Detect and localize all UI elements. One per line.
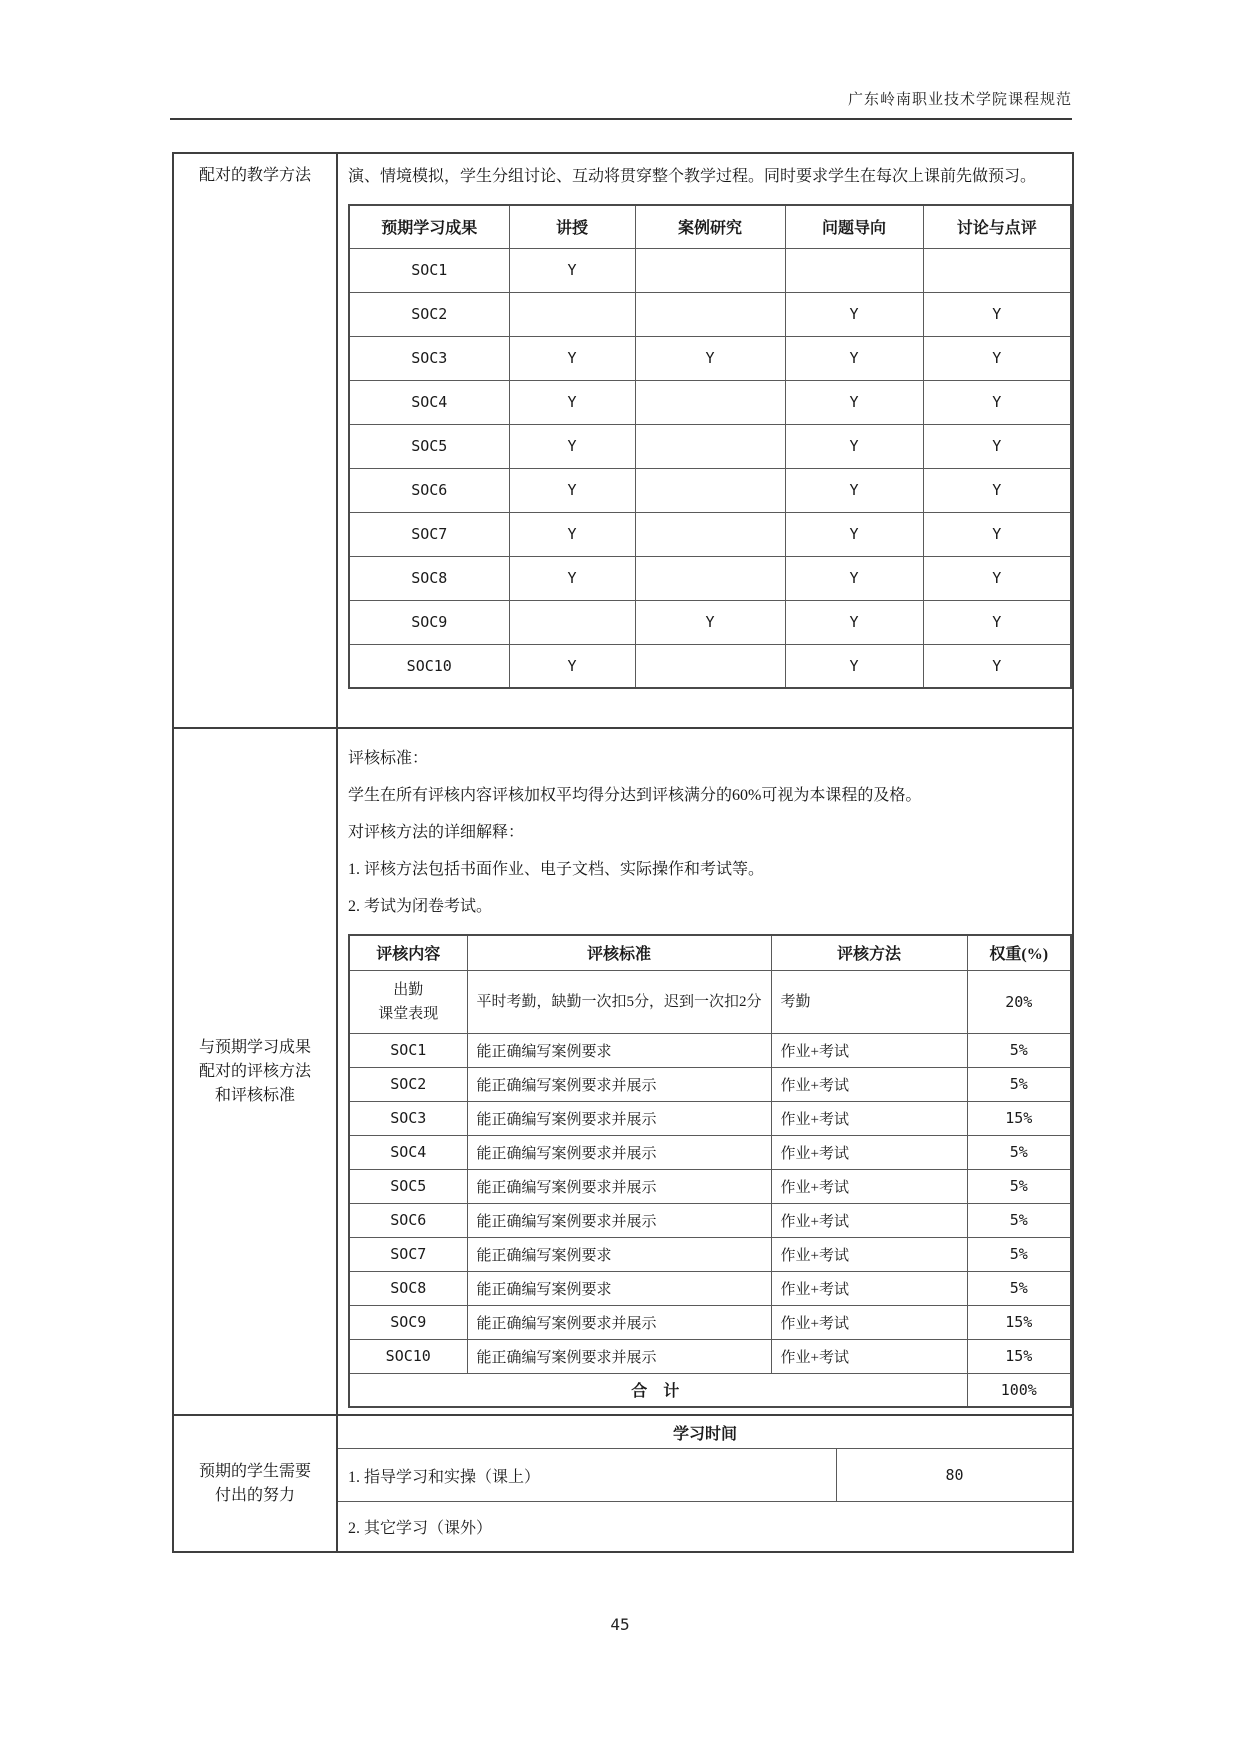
assessment-label-line: 和评核标准: [214, 1086, 295, 1104]
col-header-problem-oriented: 问题导向: [785, 205, 923, 248]
assessment-standard-cell: 能正确编写案例要求: [467, 1237, 771, 1271]
mark-cell: Y: [785, 424, 923, 468]
matrix-row: [349, 556, 1071, 600]
assessment-data-row: [349, 1305, 1071, 1339]
matrix-row: [349, 644, 1071, 688]
mark-cell: Y: [509, 336, 635, 380]
outcome-label: SOC10: [349, 644, 509, 688]
col-header-lecture: 讲授: [509, 205, 635, 248]
assessment-method-cell: 作业+考试: [771, 1067, 967, 1101]
assessment-method-cell: 作业+考试: [771, 1135, 967, 1169]
effort-label: [174, 1416, 338, 1551]
mark-cell: Y: [635, 600, 785, 644]
assessment-standard-cell: 能正确编写案例要求并展示: [467, 1067, 771, 1101]
outcome-label: SOC4: [349, 380, 509, 424]
document-header-title: 广东岭南职业技术学院课程规范: [847, 92, 1072, 108]
assessment-data-row: [349, 1339, 1071, 1373]
effort-label-line: 预期的学生需要: [198, 1462, 311, 1480]
attendance-label-line: 课堂表现: [378, 1005, 439, 1022]
teaching-methods-intro: 演、情境模拟，学生分组讨论、互动将贯穿整个教学过程。同时要求学生在每次上课前先做预习。: [348, 168, 1037, 185]
matrix-row: [349, 248, 1071, 292]
outcome-label: SOC8: [349, 556, 509, 600]
study-time-row: [338, 1502, 1072, 1551]
attendance-label-line: 出勤: [393, 981, 424, 998]
mark-cell: Y: [785, 468, 923, 512]
teaching-methods-content: [338, 154, 1072, 727]
assessment-method-cell: 作业+考试: [771, 1203, 967, 1237]
mark-cell: [635, 380, 785, 424]
mark-cell: Y: [509, 424, 635, 468]
mark-cell: Y: [785, 336, 923, 380]
mark-cell: [635, 424, 785, 468]
weight-cell: 5%: [967, 1169, 1071, 1203]
outcome-label: SOC7: [349, 512, 509, 556]
mark-cell: Y: [509, 556, 635, 600]
assessment-data-row: [349, 970, 1071, 1033]
weight-cell: 15%: [967, 1101, 1071, 1135]
assessment-data-row: [349, 1033, 1071, 1067]
mark-cell: Y: [923, 512, 1071, 556]
mark-cell: Y: [509, 644, 635, 688]
assessment-row: [174, 729, 1072, 1416]
mark-cell: [635, 292, 785, 336]
col-header-assessment-method: 评核方法: [771, 935, 967, 970]
assessment-note: 学生在所有评核内容评核加权平均得分达到评核满分的60%可视为本课程的及格。: [348, 787, 922, 804]
page-number: 45: [610, 1615, 630, 1634]
assessment-standard-cell: 能正确编写案例要求并展示: [467, 1169, 771, 1203]
mark-cell: Y: [785, 644, 923, 688]
outcome-label: SOC3: [349, 336, 509, 380]
assessment-method-cell: 作业+考试: [771, 1033, 967, 1067]
weight-cell: 5%: [967, 1237, 1071, 1271]
assessment-data-row: [349, 1203, 1071, 1237]
assessment-standard-cell: 能正确编写案例要求: [467, 1271, 771, 1305]
assessment-method-cell: 作业+考试: [771, 1271, 967, 1305]
assessment-label: [174, 729, 338, 1414]
weight-cell: 5%: [967, 1271, 1071, 1305]
assessment-method-cell: 考勤: [771, 970, 967, 1033]
mark-cell: Y: [785, 292, 923, 336]
matrix-header-row: [349, 205, 1071, 248]
mark-cell: [923, 248, 1071, 292]
effort-label-line: 付出的努力: [214, 1486, 295, 1504]
assessment-label-line: 与预期学习成果: [198, 1038, 311, 1056]
assessment-content-cell: SOC8: [349, 1271, 467, 1305]
weight-cell: 5%: [967, 1067, 1071, 1101]
study-time-table: [338, 1416, 1072, 1551]
mark-cell: [785, 248, 923, 292]
matrix-row: [349, 380, 1071, 424]
weight-cell: 5%: [967, 1135, 1071, 1169]
assessment-content-cell: SOC9: [349, 1305, 467, 1339]
mark-cell: Y: [923, 468, 1071, 512]
mark-cell: Y: [785, 380, 923, 424]
mark-cell: Y: [509, 468, 635, 512]
assessment-data-row: [349, 1271, 1071, 1305]
assessment-content-cell: [349, 970, 467, 1033]
mark-cell: Y: [509, 248, 635, 292]
assessment-table: [348, 934, 1072, 1408]
matrix-row: [349, 468, 1071, 512]
matrix-row: [349, 336, 1071, 380]
assessment-data-row: [349, 1101, 1071, 1135]
total-label: 合 计: [349, 1373, 967, 1407]
header-rule: [170, 118, 1072, 120]
mark-cell: Y: [923, 424, 1071, 468]
assessment-standard-cell: 能正确编写案例要求: [467, 1033, 771, 1067]
guided-study-hours: 80: [945, 1466, 964, 1484]
mark-cell: [635, 248, 785, 292]
assessment-content-cell: SOC4: [349, 1135, 467, 1169]
assessment-header-row: [349, 935, 1071, 970]
other-study-label: 2. 其它学习（课外）: [348, 1520, 493, 1537]
assessment-content-cell: SOC1: [349, 1033, 467, 1067]
effort-row: [174, 1416, 1072, 1551]
assessment-standard-cell: 能正确编写案例要求并展示: [467, 1135, 771, 1169]
assessment-content-cell: SOC10: [349, 1339, 467, 1373]
assessment-standard-cell: 能正确编写案例要求并展示: [467, 1203, 771, 1237]
mark-cell: Y: [509, 380, 635, 424]
outcomes-methods-matrix: [348, 204, 1072, 689]
outcome-label: SOC6: [349, 468, 509, 512]
assessment-standard-cell: 能正确编写案例要求并展示: [467, 1305, 771, 1339]
course-spec-table: [172, 152, 1074, 1553]
col-header-weight: 权重(%): [967, 935, 1071, 970]
assessment-content-cell: SOC7: [349, 1237, 467, 1271]
study-time-row: [338, 1449, 1072, 1502]
mark-cell: [635, 512, 785, 556]
mark-cell: [635, 556, 785, 600]
mark-cell: Y: [923, 336, 1071, 380]
teaching-methods-row: [174, 154, 1072, 729]
assessment-method-cell: 作业+考试: [771, 1339, 967, 1373]
mark-cell: Y: [785, 600, 923, 644]
assessment-note: 评核标准：: [348, 750, 429, 767]
assessment-content-cell: SOC2: [349, 1067, 467, 1101]
mark-cell: Y: [923, 600, 1071, 644]
weight-cell: 15%: [967, 1305, 1071, 1339]
assessment-note: 1. 评核方法包括书面作业、电子文档、实际操作和考试等。: [348, 861, 765, 878]
mark-cell: [635, 468, 785, 512]
mark-cell: Y: [635, 336, 785, 380]
outcome-label: SOC1: [349, 248, 509, 292]
matrix-row: [349, 424, 1071, 468]
col-header-discussion: 讨论与点评: [923, 205, 1071, 248]
assessment-data-row: [349, 1169, 1071, 1203]
mark-cell: Y: [923, 556, 1071, 600]
assessment-data-row: [349, 1067, 1071, 1101]
col-header-assessment-content: 评核内容: [349, 935, 467, 970]
mark-cell: Y: [923, 644, 1071, 688]
guided-study-label: 1. 指导学习和实操（课上）: [338, 1449, 837, 1501]
mark-cell: Y: [509, 512, 635, 556]
mark-cell: Y: [785, 556, 923, 600]
outcome-label: SOC5: [349, 424, 509, 468]
col-header-assessment-standard: 评核标准: [467, 935, 771, 970]
study-time-header: 学习时间: [338, 1416, 1072, 1449]
total-weight-cell: 100%: [967, 1373, 1071, 1407]
outcome-label: SOC2: [349, 292, 509, 336]
assessment-standard-cell: 能正确编写案例要求并展示: [467, 1339, 771, 1373]
assessment-content: [338, 729, 1072, 1414]
weight-cell: 5%: [967, 1033, 1071, 1067]
mark-cell: [635, 644, 785, 688]
assessment-standard-cell: 平时考勤，缺勤一次扣5分，迟到一次扣2分: [467, 970, 771, 1033]
teaching-methods-label: 配对的教学方法: [174, 154, 338, 727]
assessment-content-cell: SOC6: [349, 1203, 467, 1237]
assessment-method-cell: 作业+考试: [771, 1169, 967, 1203]
col-header-outcome: 预期学习成果: [349, 205, 509, 248]
mark-cell: Y: [785, 512, 923, 556]
assessment-total-row: [349, 1373, 1071, 1407]
assessment-data-row: [349, 1237, 1071, 1271]
assessment-method-cell: 作业+考试: [771, 1237, 967, 1271]
weight-cell: 20%: [967, 970, 1071, 1033]
matrix-row: [349, 512, 1071, 556]
assessment-note: 对评核方法的详细解释：: [348, 824, 525, 841]
outcome-label: SOC9: [349, 600, 509, 644]
col-header-case-study: 案例研究: [635, 205, 785, 248]
assessment-data-row: [349, 1135, 1071, 1169]
assessment-label-line: 配对的评核方法: [198, 1062, 311, 1080]
mark-cell: Y: [923, 380, 1071, 424]
mark-cell: [509, 600, 635, 644]
assessment-method-cell: 作业+考试: [771, 1305, 967, 1339]
weight-cell: 5%: [967, 1203, 1071, 1237]
assessment-note: 2. 考试为闭卷考试。: [348, 898, 493, 915]
matrix-row: [349, 600, 1071, 644]
weight-cell: 15%: [967, 1339, 1071, 1373]
assessment-content-cell: SOC5: [349, 1169, 467, 1203]
assessment-content-cell: SOC3: [349, 1101, 467, 1135]
assessment-method-cell: 作业+考试: [771, 1101, 967, 1135]
mark-cell: Y: [923, 292, 1071, 336]
mark-cell: [509, 292, 635, 336]
assessment-standard-cell: 能正确编写案例要求并展示: [467, 1101, 771, 1135]
matrix-row: [349, 292, 1071, 336]
